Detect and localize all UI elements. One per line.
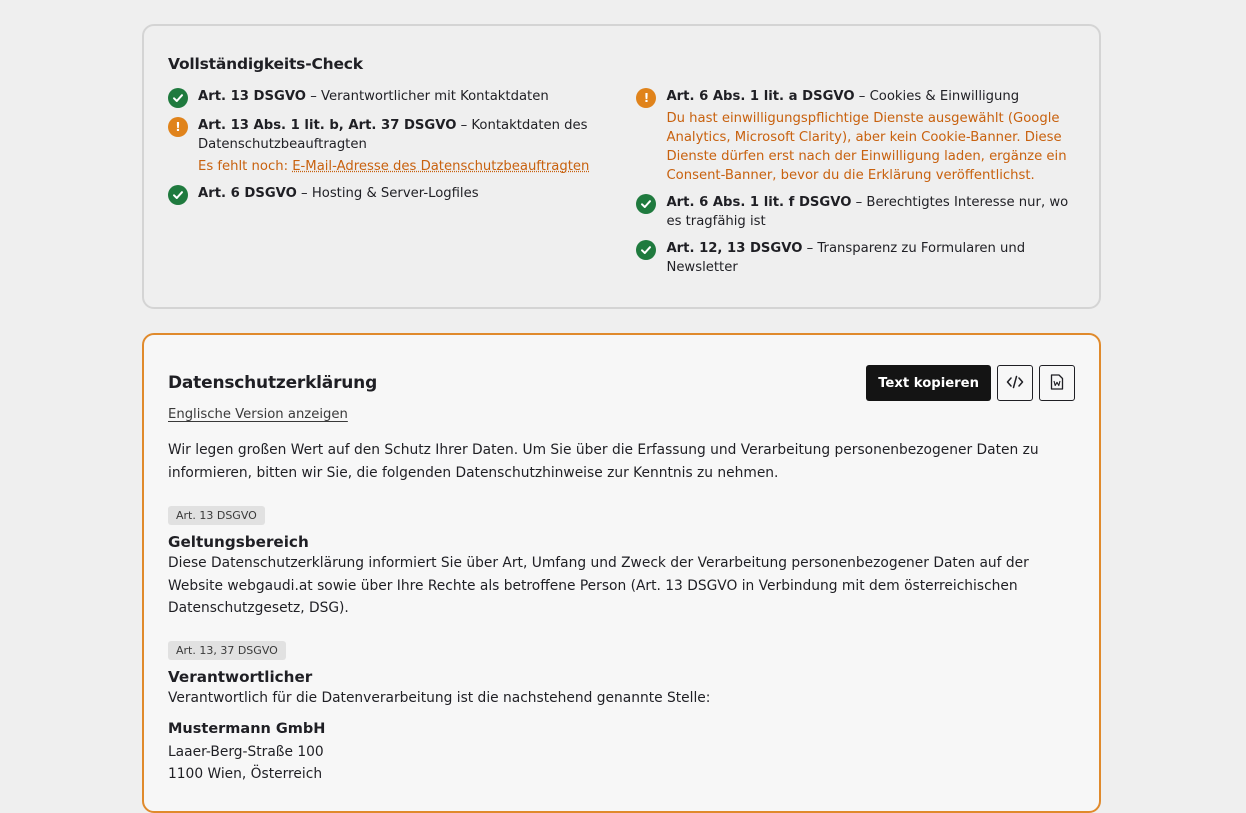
completeness-check-card xyxy=(142,24,1101,309)
check-column-left xyxy=(168,87,636,285)
check-item-text xyxy=(666,193,1075,231)
company-name: Mustermann GmbH xyxy=(168,721,326,737)
check-circle-icon xyxy=(168,88,188,108)
section-text: Diese Datenschutzerklärung informiert Sie über Art, Umfang und Zweck der Verarbeitung personenbezogener Daten auf der Website webgaudi.at sowie über Ihre Rechte als betroffene Person (Art. 13 DSGVO in Verbindung mit dem österreichischen Datenschutzgesetz, DSG). xyxy=(168,555,1029,616)
section-text: Verantwortlich für die Datenverarbeitung ist die nachstehend genannte Stelle: xyxy=(168,689,711,706)
exclamation-circle-icon: ! xyxy=(636,88,656,108)
section-scope xyxy=(168,504,1075,620)
check-item-art37 xyxy=(168,116,636,176)
check-item-text xyxy=(198,87,549,106)
export-word-button[interactable] xyxy=(1039,365,1075,401)
section-title: Geltungsbereich xyxy=(168,533,309,551)
check-columns xyxy=(168,87,1075,285)
address-street: Laaer-Berg-Straße 100 xyxy=(168,743,324,760)
copy-text-button[interactable]: Text kopieren xyxy=(866,365,991,401)
check-item-art13 xyxy=(168,87,636,108)
check-item-text xyxy=(198,116,636,176)
word-document-icon xyxy=(1050,374,1064,393)
section-badge: Art. 13 DSGVO xyxy=(168,506,265,525)
check-ref: Art. 6 DSGVO xyxy=(198,186,297,201)
missing-dpo-email-link[interactable]: E-Mail-Adresse des Datenschutzbeauftragten xyxy=(292,159,590,174)
section-badge: Art. 13, 37 DSGVO xyxy=(168,641,286,660)
check-sep: – xyxy=(854,89,870,104)
doc-title: Datenschutzerklärung xyxy=(168,373,378,393)
check-ref: Art. 12, 13 DSGVO xyxy=(666,241,803,256)
check-desc: Verantwortlicher mit Kontaktdaten xyxy=(321,89,549,104)
check-item-text xyxy=(666,239,1075,277)
check-note-prefix: Es fehlt noch: xyxy=(198,159,293,174)
check-item-cookies xyxy=(636,87,1075,185)
check-sep: – xyxy=(851,195,867,210)
check-note xyxy=(198,157,636,176)
controller-address xyxy=(168,718,1075,786)
check-sep: – xyxy=(456,118,472,133)
check-desc: Transparenz zu Formularen und Newsletter xyxy=(666,241,1026,275)
check-desc: Kontaktdaten des Datenschutzbeauftragten xyxy=(198,118,588,152)
check-sep: – xyxy=(802,241,818,256)
intro-text: Wir legen großen Wert auf den Schutz Ihrer Daten. Um Sie über die Erfassung und Verarbeitung personenbezogener Daten zu informieren, bitten wir Sie, die folgenden Datenschutzhinweise zur Kenntnis zu nehmen. xyxy=(168,442,1039,481)
check-ref: Art. 13 Abs. 1 lit. b, Art. 37 DSGVO xyxy=(198,118,457,133)
privacy-policy-card xyxy=(142,333,1101,813)
check-circle-icon xyxy=(168,185,188,205)
section-title: Verantwortlicher xyxy=(168,667,313,686)
check-item-text xyxy=(666,87,1075,185)
check-column-right xyxy=(636,87,1075,285)
check-ref: Art. 6 Abs. 1 lit. f DSGVO xyxy=(666,195,852,210)
english-version-link[interactable]: Englische Version anzeigen xyxy=(168,407,348,422)
check-item-text xyxy=(198,184,479,203)
check-circle-icon xyxy=(636,240,656,260)
check-item-transparency xyxy=(636,239,1075,277)
code-icon xyxy=(1006,375,1024,392)
address-city: 1100 Wien, Österreich xyxy=(168,766,323,782)
doc-actions xyxy=(866,365,1075,401)
check-item-art6 xyxy=(168,184,636,205)
check-desc: Berechtigtes Interesse nur, wo es tragfähig ist xyxy=(666,195,1069,229)
doc-header xyxy=(168,365,1075,401)
check-title: Vollständigkeits-Check xyxy=(168,55,363,73)
check-item-legitimate-interest xyxy=(636,193,1075,231)
check-ref: Art. 13 DSGVO xyxy=(198,89,307,104)
check-sep: – xyxy=(306,89,321,104)
check-desc: Cookies & Einwilligung xyxy=(869,89,1020,104)
check-note: Du hast einwilligungspflichtige Dienste ausgewählt (Google Analytics, Microsoft Clarity), aber kein Cookie-Banner. Diese Dienste dürfen erst nach der Einwilligung laden, ergänze ein Consent-Banner, bevor du die Erklärung veröffentlichst. xyxy=(666,111,1067,183)
check-ref: Art. 6 Abs. 1 lit. a DSGVO xyxy=(666,89,855,104)
embed-code-button[interactable] xyxy=(997,365,1033,401)
exclamation-circle-icon: ! xyxy=(168,117,188,137)
check-sep: – xyxy=(296,186,312,201)
section-controller xyxy=(168,639,1075,786)
check-desc: Hosting & Server-Logfiles xyxy=(311,186,479,201)
check-circle-icon xyxy=(636,194,656,214)
